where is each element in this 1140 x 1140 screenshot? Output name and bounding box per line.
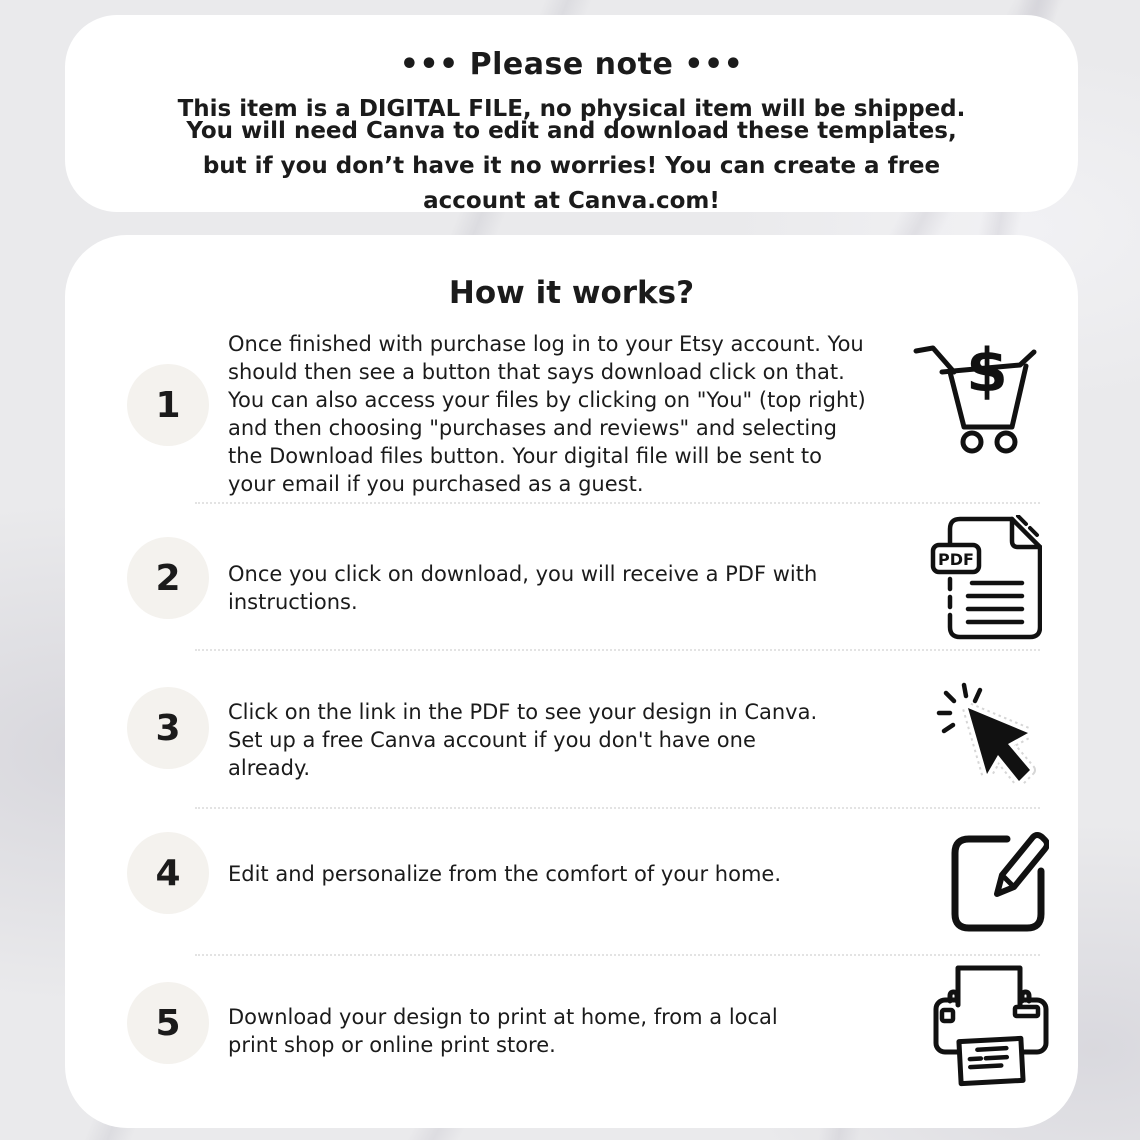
step-text [228, 1003, 923, 1059]
step-text-line: print shop or online print store. [228, 1033, 556, 1057]
step-number: 1 [155, 384, 181, 426]
step-number: 4 [155, 852, 181, 894]
step-text [228, 330, 923, 498]
dotted-separator [195, 807, 1040, 809]
step-text [228, 560, 923, 616]
edit-pencil-icon [943, 826, 1049, 936]
note-body-line: You will need Canva to edit and download these templates, [186, 118, 957, 144]
step-text-line: You can also access your files by clicking on "You" (top right) [228, 388, 866, 412]
note-subtitle: This item is a DIGITAL FILE, no physical item will be shipped. [177, 96, 966, 122]
step-text-line: instructions. [228, 590, 358, 614]
step-number: 5 [155, 1002, 181, 1044]
step-text-line: should then see a button that says download click on that. [228, 360, 845, 384]
printer-icon [930, 965, 1050, 1087]
step-number-badge [127, 537, 209, 619]
how-it-works-card [65, 235, 1078, 1128]
step-text-line: Click on the link in the PDF to see your design in Canva. [228, 700, 818, 724]
step-number: 3 [155, 707, 181, 749]
step-text-line: Edit and personalize from the comfort of your home. [228, 862, 782, 886]
step-text-line: Once you click on download, you will receive a PDF with [228, 562, 818, 586]
note-title: ••• Please note ••• [399, 47, 744, 83]
step-number-badge [127, 364, 209, 446]
dotted-separator [195, 502, 1040, 504]
pdf-file-icon [930, 515, 1042, 640]
note-body-line: but if you don’t have it no worries! You can create a free [202, 153, 941, 179]
step-text-line: already. [228, 756, 311, 780]
dollar-sign-glyph: $ [966, 336, 1008, 406]
step-text-line: your email if you purchased as a guest. [228, 472, 644, 496]
step-text-line: Download your design to print at home, from a local [228, 1005, 778, 1029]
cursor-click-icon [935, 682, 1045, 790]
dotted-separator [195, 649, 1040, 651]
dotted-separator [195, 954, 1040, 956]
step-text-line: the Download files button. Your digital file will be sent to [228, 444, 822, 468]
step-text-line: Set up a free Canva account if you don't have one [228, 728, 756, 752]
step-number-badge [127, 982, 209, 1064]
note-body [65, 114, 1078, 219]
pdf-badge-label: PDF [938, 550, 974, 569]
note-body-line: account at Canva.com! [423, 188, 720, 214]
step-text [228, 860, 923, 888]
step-number-badge [127, 687, 209, 769]
shopping-cart-dollar-icon [910, 330, 1042, 455]
step-text-line: and then choosing "purchases and reviews" and selecting [228, 416, 837, 440]
step-number: 2 [155, 557, 181, 599]
how-it-works-title: How it works? [448, 274, 695, 311]
step-number-badge [127, 832, 209, 914]
step-text-line: Once finished with purchase log in to your Etsy account. You [228, 332, 864, 356]
step-text [228, 698, 923, 782]
note-card [65, 15, 1078, 212]
